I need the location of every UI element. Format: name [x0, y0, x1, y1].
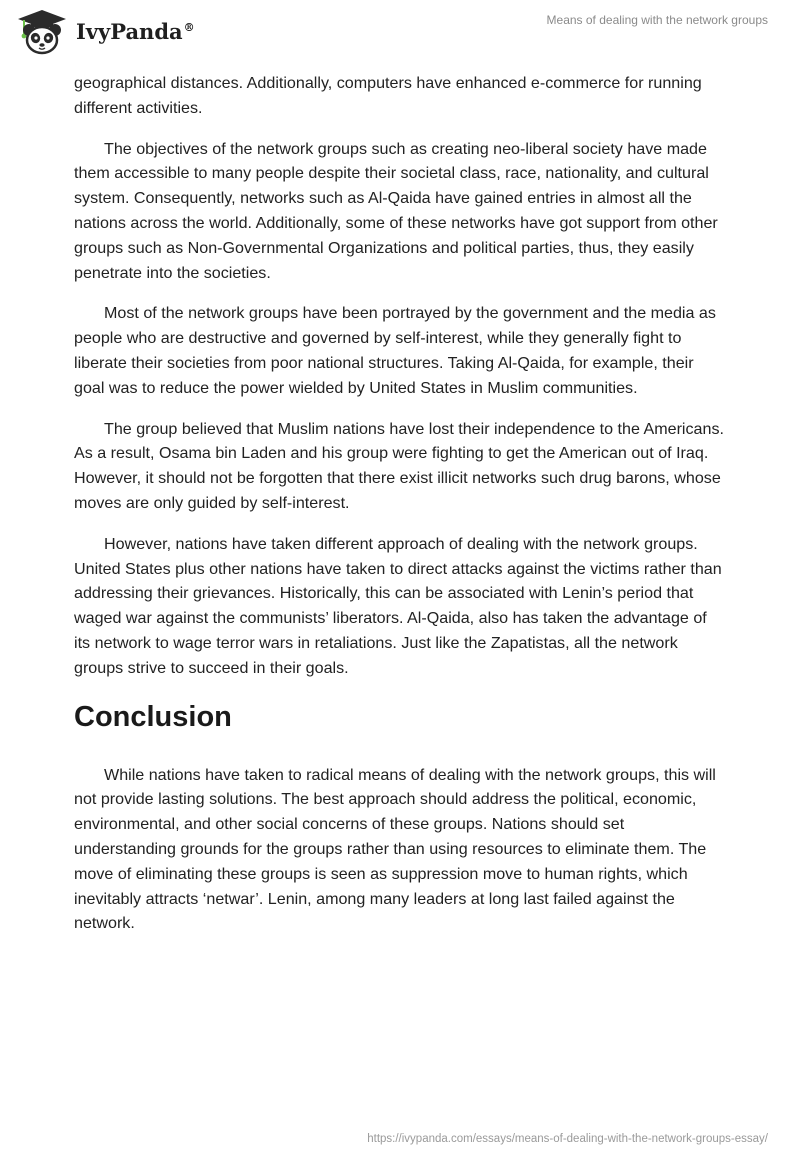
paragraph-portrayal: Most of the network groups have been portrayed by the government and the media as people who are destructive and governed by self-interest, while they generally fight to liberate their societies from poor national structures. Taking Al-Qaida, for example, their goal was to reduce the power wielded by United States in Muslim communities.: [74, 304, 716, 397]
section-heading-conclusion: Conclusion: [74, 700, 232, 733]
paragraph-conclusion: While nations have taken to radical means of dealing with the network groups, this will not provide lasting solutions. The best approach should address the political, economic, environmental, and other social concerns of these groups. Nations should set understanding grounds for the groups rather than using resources to eliminate them. The move of eliminating these groups is seen as suppression move to human rights, which inevitably attracts ‘netwar’. Lenin, among many leaders at long last failed against the network.: [74, 765, 716, 933]
page-header: [0, 0, 800, 70]
brand-name: [76, 19, 195, 44]
paragraph-muslim-nations: The group believed that Muslim nations have lost their independence to the Americans. As a result, Osama bin Laden and his group were fighting to get the American out of Iraq. However, it should not be forgotten that there exist illicit networks such drug barons, whose moves are only guided by self-interest.: [74, 419, 724, 512]
source-url[interactable]: https://ivypanda.com/essays/means-of-dealing-with-the-network-groups-essay/: [367, 1133, 768, 1145]
ivypanda-logo[interactable]: [14, 8, 204, 60]
paragraph-nations-approach: However, nations have taken different approach of dealing with the network groups. United States plus other nations have taken to direct attacks against the victims rather than addressing their grievances. Historically, this can be associated with Lenin’s period that waged war against the communists’ liberators. Al-Qaida, also has taken the advantage of its network to wage terror wars in retaliations. Just like the Zapatistas, all the network groups strive to succeed in their goals.: [74, 534, 722, 677]
paragraph-network-objectives: The objectives of the network groups such as creating neo-liberal society have made them accessible to many people despite their societal class, race, nationality, and cultural system. Consequently, networks such as Al-Qaida have gained entries in almost all the nations across the world. Additionally, some of these networks have got support from other groups such as Non-Governmental Organizations and political parties, thus, they easily penetrate into the societies.: [74, 139, 718, 282]
paragraph-continuation: geographical distances. Additionally, computers have enhanced e-commerce for running different activities.: [74, 74, 702, 117]
panda-mortarboard-icon: [14, 8, 70, 56]
registered-mark: ®: [183, 21, 195, 34]
essay-body: [74, 71, 724, 952]
brand-name-text: IvyPanda: [76, 19, 183, 44]
document-title: Means of dealing with the network groups: [546, 13, 768, 27]
